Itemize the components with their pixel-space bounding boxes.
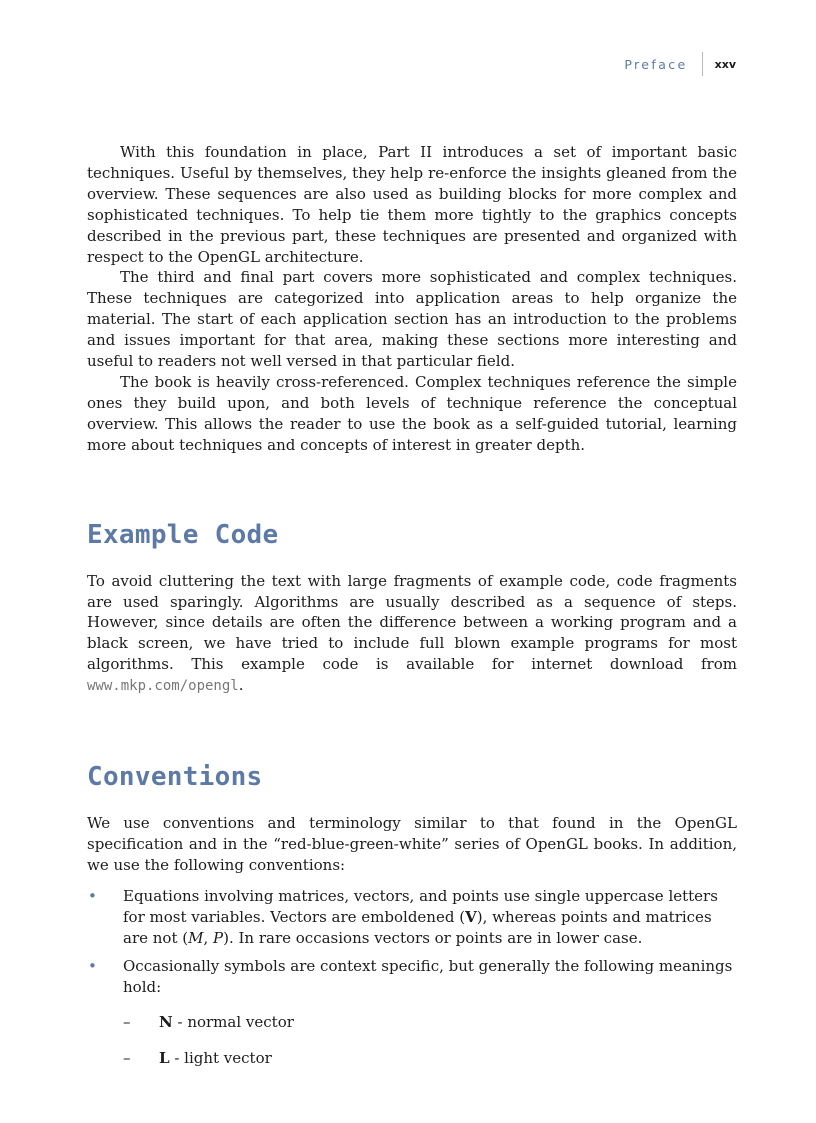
bullet-icon: • <box>88 886 97 905</box>
list-item <box>87 956 737 1069</box>
symbol-normal-meaning: - normal vector <box>172 1013 294 1032</box>
running-head <box>624 52 736 76</box>
symbol-vector: V <box>465 907 477 926</box>
notation-text-a: Equations involving matrices, vectors, and points use single uppercase letters for most variables. Vectors are emboldened ( <box>123 886 718 926</box>
paragraph-part-two: With this foundation in place, Part II introduces a set of important basic techniques. Useful by themselves, they help re-enforce the insights gleaned from the overview. These sequences are also used as building blocks for more complex and sophisticated techniques. To help tie them more tightly to the graphics concepts described in the previous part, these techniques are presented and organized with respect to the OpenGL architecture. <box>87 143 737 266</box>
example-code-period: . <box>238 676 244 695</box>
download-url: www.mkp.com/opengl <box>87 678 239 695</box>
heading-example-code: Example Code <box>87 519 279 550</box>
example-code-text: To avoid cluttering the text with large fragments of example code, code fragments are used sparingly. Algorithms are usually described as a sequence of steps. However, since details are often the difference between a working program and a black screen, we have tried to include full blown example programs for most algorithms. This example code is available for internet download from <box>87 571 737 674</box>
heading-conventions: Conventions <box>87 762 263 793</box>
paragraph-cross-reference: The book is heavily cross-referenced. Complex techniques reference the simple ones they build upon, and both levels of technique reference the conceptual overview. This allows the reader to use the book as a self-guided tutorial, learning more about techniques and concepts of interest in greater depth. <box>87 372 737 454</box>
list-item <box>123 1048 737 1069</box>
bullet-icon: • <box>88 957 97 976</box>
bullet-text-symbols: Occasionally symbols are context specific, but generally the following meanings hold: <box>123 957 733 997</box>
symbol-light-meaning: - light vector <box>169 1049 272 1068</box>
symbol-matrix: M <box>188 928 204 947</box>
dash-icon: – <box>123 1049 131 1068</box>
notation-comma: , <box>203 928 214 947</box>
symbol-normal: N <box>159 1013 173 1032</box>
notation-text-b: ), whereas points and matrices are not ( <box>123 907 712 947</box>
dash-icon: – <box>123 1013 131 1032</box>
page-number: xxv <box>714 57 736 71</box>
list-item <box>123 1012 737 1033</box>
list-item <box>87 886 737 949</box>
notation-text-c: ). In rare occasions vectors or points are in lower case. <box>223 928 643 947</box>
symbol-definition <box>159 1012 737 1033</box>
symbol-point: P <box>213 928 224 947</box>
paragraph-part-three: The third and final part covers more sophisticated and complex techniques. These techniques are categorized into application areas to help organize the material. The start of each application section has an introduction to the problems and issues important for that area, making these sections more interesting and useful to readers not well versed in that particular field. <box>87 268 737 371</box>
conventions-list <box>87 886 737 1069</box>
symbol-light: L <box>159 1049 170 1068</box>
bullet-text-notation <box>123 886 737 949</box>
symbol-list <box>123 1012 737 1069</box>
paragraph-conventions-intro: We use conventions and terminology similar to that found in the OpenGL specification and in the “red-blue-green-white” series of OpenGL books. In addition, we use the following conventions: <box>87 814 737 874</box>
paragraph-example-code <box>87 571 737 697</box>
symbol-definition <box>159 1048 737 1069</box>
page-body <box>87 142 737 1084</box>
running-head-section: Preface <box>624 56 688 72</box>
